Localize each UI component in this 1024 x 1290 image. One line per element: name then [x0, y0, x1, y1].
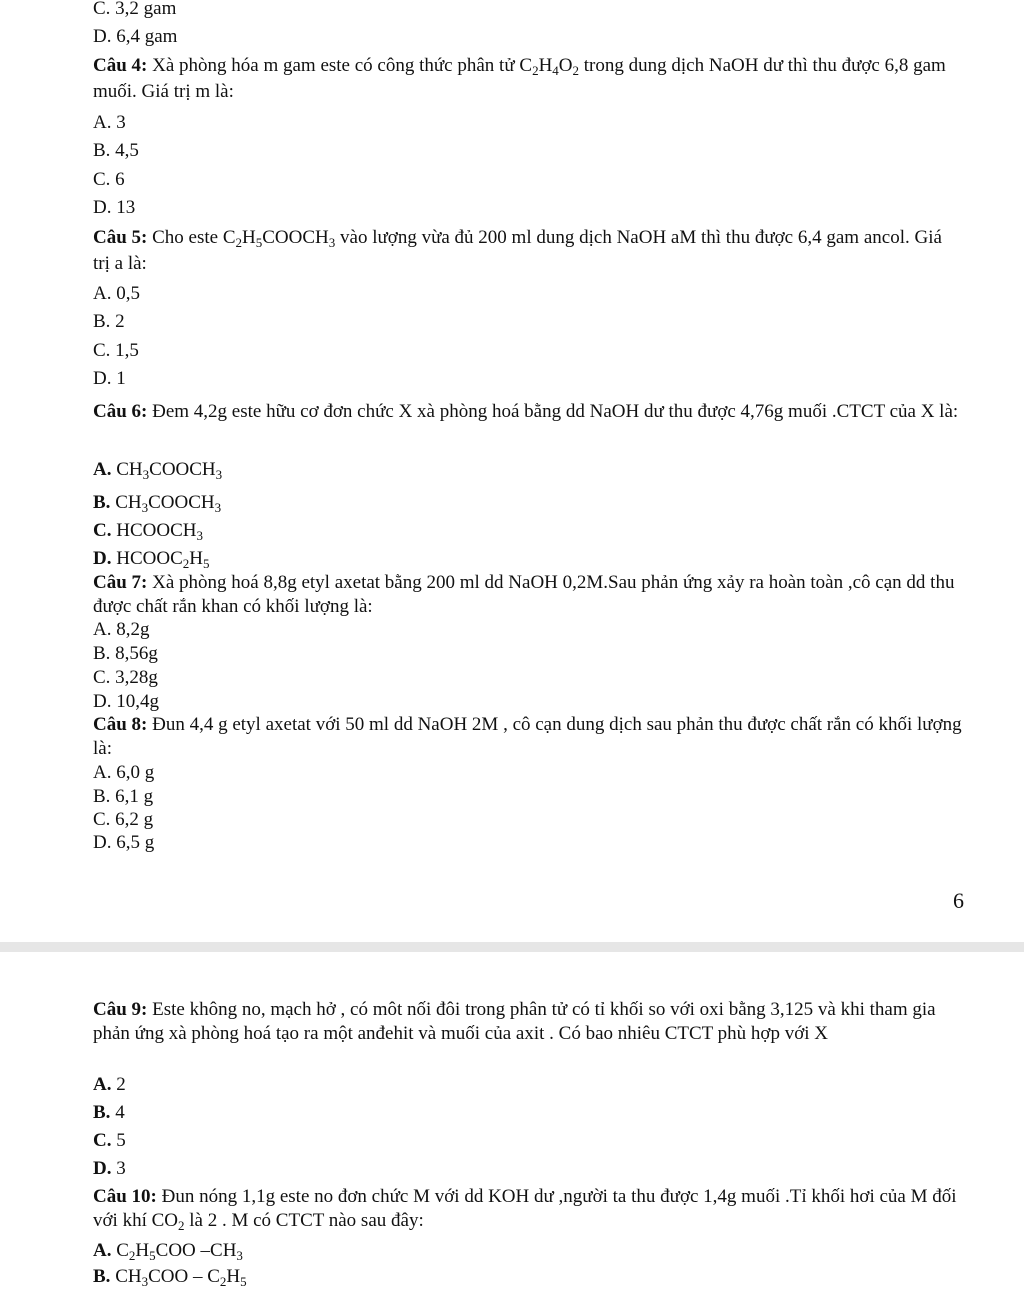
q5-option-d: D. 1: [93, 368, 126, 389]
q5-option-c: C. 1,5: [93, 340, 139, 361]
q3-option-d: D. 6,4 gam: [93, 26, 178, 47]
q8-question: Câu 8: Đun 4,4 g etyl axetat với 50 ml dd NaOH 2M , cô cạn dung dịch sau phản thu được chất rắn có khối lượng là:: [93, 714, 962, 759]
q10-option-b: B. $CH_3COO - C_2H_5$: [93, 1266, 247, 1289]
q7-label: Câu 7:: [93, 572, 148, 593]
q4-option-a: A. 3: [93, 112, 126, 133]
q8-option-c: C. 6,2 g: [93, 809, 154, 830]
q3-option-c: C. 3,2 gam: [93, 0, 177, 19]
q8-option-b: B. 6,1 g: [93, 786, 154, 807]
q9-question: Câu 9: Este không no, mạch hở , có môt nối đôi trong phân tử có tỉ khối so với oxi bằng 3,125 và khi tham gia phản ứng xà phòng hoá tạo ra một anđehit và muối của axit . Có bao nhiêu CTCT phù hợp với X: [93, 999, 936, 1044]
q9-option-d: D. 3: [93, 1158, 126, 1179]
q5-question: Câu 5: Cho este $C_2H_5COOCH_3$ vào lượng vừa đủ 200 ml dung dịch NaOH aM thì thu được 6,4 gam ancol. Giá trị a là:: [93, 227, 942, 274]
q6-option-c: C. $HCOOCH_3$: [93, 520, 203, 543]
q7-option-b: B. 8,56g: [93, 643, 158, 664]
q6-label: Câu 6:: [93, 401, 148, 422]
q6-question: Câu 6: Đem 4,2g este hữu cơ đơn chức X xà phòng hoá bằng dd NaOH dư thu được 4,76g muối .CTCT của X là:: [93, 401, 959, 422]
q6-option-b: B. $CH_3COOCH_3$: [93, 492, 222, 515]
q7-question: Câu 7: Xà phòng hoá 8,8g etyl axetat bằng 200 ml dd NaOH 0,2M.Sau phản ứng xảy ra hoàn toàn ,cô cạn dd thu được chất rắn khan có khối lượng là:: [93, 572, 955, 617]
page-separator: [0, 942, 1024, 952]
q6-option-d: D. $HCOOC_2H_5$: [93, 548, 210, 571]
q8-option-d: D. 6,5 g: [93, 832, 155, 853]
q9-option-a: A. 2: [93, 1074, 126, 1095]
q8-label: Câu 8:: [93, 714, 148, 735]
document-page-2: [0, 952, 1024, 1289]
q4-option-d: D. 13: [93, 197, 136, 218]
q10-question: Câu 10: Đun nóng 1,1g este no đơn chức M với dd KOH dư ,người ta thu được 1,4g muối .Tỉ khối hơi của M đối với khí $CO_2$ là 2 . M có CTCT nào sau đây:: [93, 1186, 957, 1233]
q5-option-b: B. 2: [93, 311, 125, 332]
q7-option-a: A. 8,2g: [93, 619, 150, 640]
q7-option-d: D. 10,4g: [93, 691, 159, 712]
q5-label: Câu 5:: [93, 227, 148, 248]
q8-option-a: A. 6,0 g: [93, 762, 155, 783]
q4-option-b: B. 4,5: [93, 140, 139, 161]
q4-question: Câu 4: Xà phòng hóa m gam este có công thức phân tử $C_2H_4O_2$ trong dung dịch NaOH dư thì thu được 6,8 gam muối. Giá trị m là:: [93, 55, 946, 102]
q9-option-b: B. 4: [93, 1102, 125, 1123]
q9-label: Câu 9:: [93, 999, 148, 1020]
q10-option-a: A. $C_2H_5COO$ $-CH_3$: [93, 1240, 243, 1263]
page-number: 6: [953, 888, 964, 913]
q9-option-c: C. 5: [93, 1130, 126, 1151]
q7-option-c: C. 3,28g: [93, 667, 158, 688]
q4-option-c: C. 6: [93, 169, 125, 190]
q4-label: Câu 4:: [93, 55, 148, 76]
q10-label: Câu 10:: [93, 1186, 157, 1207]
q6-option-a: A. $CH_3COOCH_3$: [93, 459, 223, 482]
q5-option-a: A. 0,5: [93, 283, 140, 304]
